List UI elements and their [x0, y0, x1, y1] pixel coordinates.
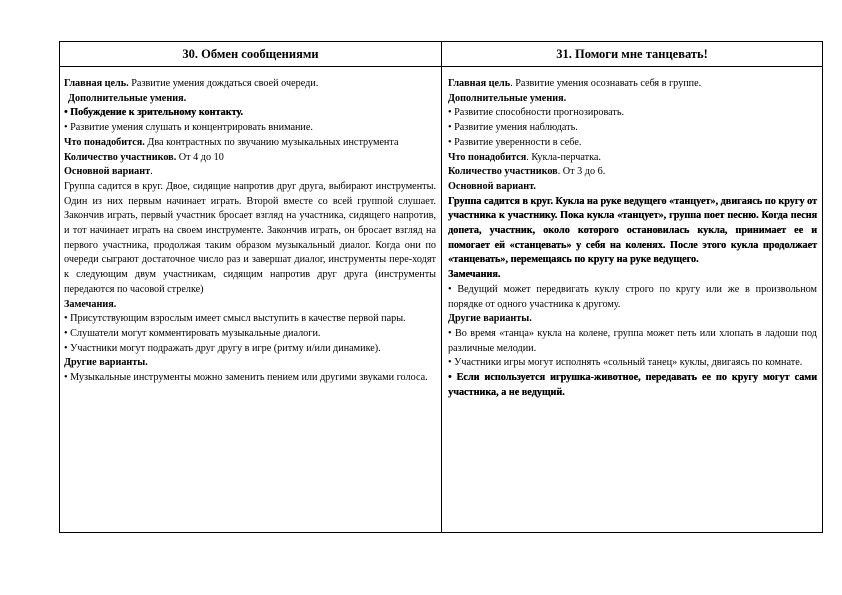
note-item: • Участники могут подражать друг другу в игре (ритму и/или динамике). — [64, 342, 381, 354]
other-variant-item: • Во время «танца» кукла на колене, группа может петь или хлопать в ладоши под различные мелодии. — [448, 327, 817, 354]
extra-skills-label: Дополнительные умения. — [68, 92, 187, 104]
exercise-31-content — [448, 67, 817, 400]
need-text: . Кукла-перчатка. — [526, 151, 601, 163]
goal-label: Главная цель — [448, 78, 511, 89]
count-label: Количество участников. — [64, 151, 177, 163]
main-variant-label: Основной вариант. — [448, 180, 536, 192]
exercise-31-column — [442, 42, 822, 532]
document-table — [59, 41, 823, 533]
main-variant-text: Группа садится в круг. Кукла на руке ведущего «танцует», двигаясь по кругу от участника к участнику. Пока кукла «танцует», группа поет песню. Когда песня допета, участник, около которого остановилась кукла, принимает ее и помогает ей «станцевать» у себя на коленях. После этого кукла продолжает «танцевать», перемещаясь по кругу на руке ведущего. — [448, 195, 817, 266]
other-variant-item: • Участники игры могут исполнять «сольный танец» куклы, двигаясь по комнате. — [448, 357, 803, 369]
goal-line — [448, 77, 817, 92]
goal-label: Главная цель. — [64, 78, 129, 89]
other-variants-label: Другие варианты. — [448, 313, 532, 325]
goal-line — [64, 77, 436, 92]
count-line — [448, 165, 817, 180]
count-line — [64, 151, 436, 166]
exercise-30-column — [60, 42, 442, 532]
exercise-30-title: 30. Обмен сообщениями — [60, 42, 441, 67]
need-line — [64, 136, 436, 151]
notes-label: Замечания. — [64, 298, 117, 310]
other-variants-label: Другие варианты. — [64, 357, 148, 369]
extra-skills-label: Дополнительные умения. — [448, 92, 567, 104]
main-variant-heading — [64, 165, 436, 180]
note-item: • Слушатели могут комментировать музыкальные диалоги. — [64, 327, 321, 339]
notes-label: Замечания. — [448, 269, 501, 281]
extra-skill-item: • Развитие уверенности в себе. — [448, 136, 582, 148]
exercise-31-title: 31. Помоги мне танцевать! — [442, 42, 822, 67]
note-item: • Присутствующим взрослым имеет смысл выступить в качестве первой пары. — [64, 313, 406, 325]
need-text: Два контрастных по звучанию музыкальных инструмента — [144, 136, 399, 148]
main-variant-dot: . — [150, 166, 153, 178]
extra-skill-item: • Развитие умения наблюдать. — [448, 122, 578, 134]
count-label: Количество участников — [448, 166, 558, 178]
note-item: • Ведущий может передвигать куклу строго по кругу или же в произвольном порядке от одного участника к другому. — [448, 283, 817, 310]
extra-skill-item: • Развитие умения слушать и концентрировать внимание. — [64, 122, 313, 134]
count-text: . От 3 до 6. — [557, 166, 606, 178]
need-line — [448, 151, 817, 166]
goal-text: Развитие умения дождаться своей очереди. — [128, 78, 319, 89]
main-variant-text: Группа садится в круг. Двое, сидящие напротив друг друга, выбирают инструменты. Один из них первым начинает играть. Второй вместе со всей группой слушает. Закончив играть, первый участник бросает взгляд на участника, сидящего напротив, и тот начинает играть на своем инструменте. Закончив играть, он бросает взгляд на первого участника, продолжая таким образом музыкальный диалог. Когда они по очереди сыграют достаточное число раз и завершат диалог, инструменты пере-ходят к следующим двум участникам, сидящим напротив друг друга (инструменты передаются по часовой стрелке) — [64, 180, 436, 295]
goal-text: . Развитие умения осознавать себя в группе. — [510, 78, 702, 89]
main-variant-label: Основной вариант — [64, 166, 151, 178]
other-variant-item: • Если используется игрушка-животное, передавать ее по кругу могут сами участника, а не ведущий. — [448, 372, 817, 398]
exercise-30-content — [64, 67, 436, 386]
need-label: Что понадобится. — [64, 136, 145, 148]
count-text: От 4 до 10 — [176, 151, 224, 163]
extra-skill-item: • Побуждение к зрительному контакту. — [64, 107, 243, 119]
need-label: Что понадобится — [448, 151, 527, 163]
extra-skill-item: • Развитие способности прогнозировать. — [448, 107, 625, 119]
other-variant-item: • Музыкальные инструменты можно заменить пением или другими звуками голоса. — [64, 372, 428, 384]
